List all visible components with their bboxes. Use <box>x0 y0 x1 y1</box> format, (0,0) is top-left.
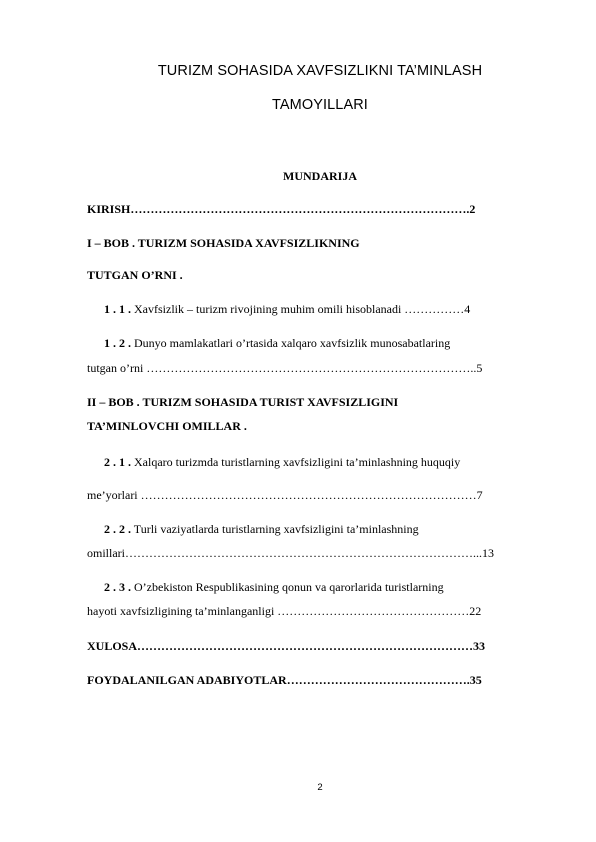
document-title-line2: TAMOYILLARI <box>272 97 368 113</box>
toc-chapter2-line2: TA’MINLOVCHI OMILLAR . <box>87 419 247 433</box>
section-number: 1 . 2 . <box>104 336 131 350</box>
toc-section-2-3 <box>104 580 444 595</box>
section-title: Turli vaziyatlarda turistlarning xavfsizligini ta’minlashning <box>131 522 419 536</box>
section-title: Dunyo mamlakatlari o’rtasida xalqaro xavfsizlik munosabatlaring <box>131 336 451 350</box>
section-number: 2 . 3 . <box>104 580 131 594</box>
section-number: 2 . 2 . <box>104 522 131 536</box>
toc-section-2-3-continuation: hayoti xavfsizligining ta’minlanganligi …………………………………………22 <box>87 604 482 618</box>
toc-section-2-1-continuation: me’yorlari …………………………………………………………………………7 <box>87 488 483 502</box>
contents-heading: MUNDARIJA <box>283 169 357 183</box>
section-number: 1 . 1 . <box>104 302 131 316</box>
toc-section-1-2-continuation: tutgan o’rni ………………………………………………………………………..5 <box>87 361 483 375</box>
toc-section-2-2 <box>104 522 419 537</box>
toc-section-2-1 <box>104 455 460 470</box>
toc-entry-adabiyotlar: FOYDALANILGAN ADABIYOTLAR……………………………………….35 <box>87 673 482 687</box>
section-title: Xalqaro turizmda turistlarning xavfsizligini ta’minlashning huquqiy <box>131 455 461 469</box>
toc-entry-kirish: KIRISH………………………………………………………………………….2 <box>87 202 476 216</box>
toc-chapter1-line1: I – BOB . TURIZM SOHASIDA XAVFSIZLIKNING <box>87 236 360 250</box>
section-title: Xavfsizlik – turizm rivojining muhim omili hisoblanadi ……………4 <box>131 302 471 316</box>
toc-section-2-2-continuation: omillari……………………………………………………………………………...13 <box>87 546 494 560</box>
toc-entry-xulosa: XULOSA…………………………………………………………………………33 <box>87 639 486 653</box>
page-number: 2 <box>317 782 323 793</box>
toc-section-1-2 <box>104 336 450 351</box>
section-number: 2 . 1 . <box>104 455 131 469</box>
toc-section-1-1 <box>104 302 470 317</box>
toc-chapter1-line2: TUTGAN O’RNI . <box>87 268 183 282</box>
toc-chapter2-line1: II – BOB . TURIZM SOHASIDA TURIST XAVFSIZLIGINI <box>87 395 399 409</box>
document-title-line1: TURIZM SOHASIDA XAVFSIZLIKNI TA’MINLASH <box>157 63 483 79</box>
section-title: O’zbekiston Respublikasining qonun va qarorlarida turistlarning <box>131 580 444 594</box>
